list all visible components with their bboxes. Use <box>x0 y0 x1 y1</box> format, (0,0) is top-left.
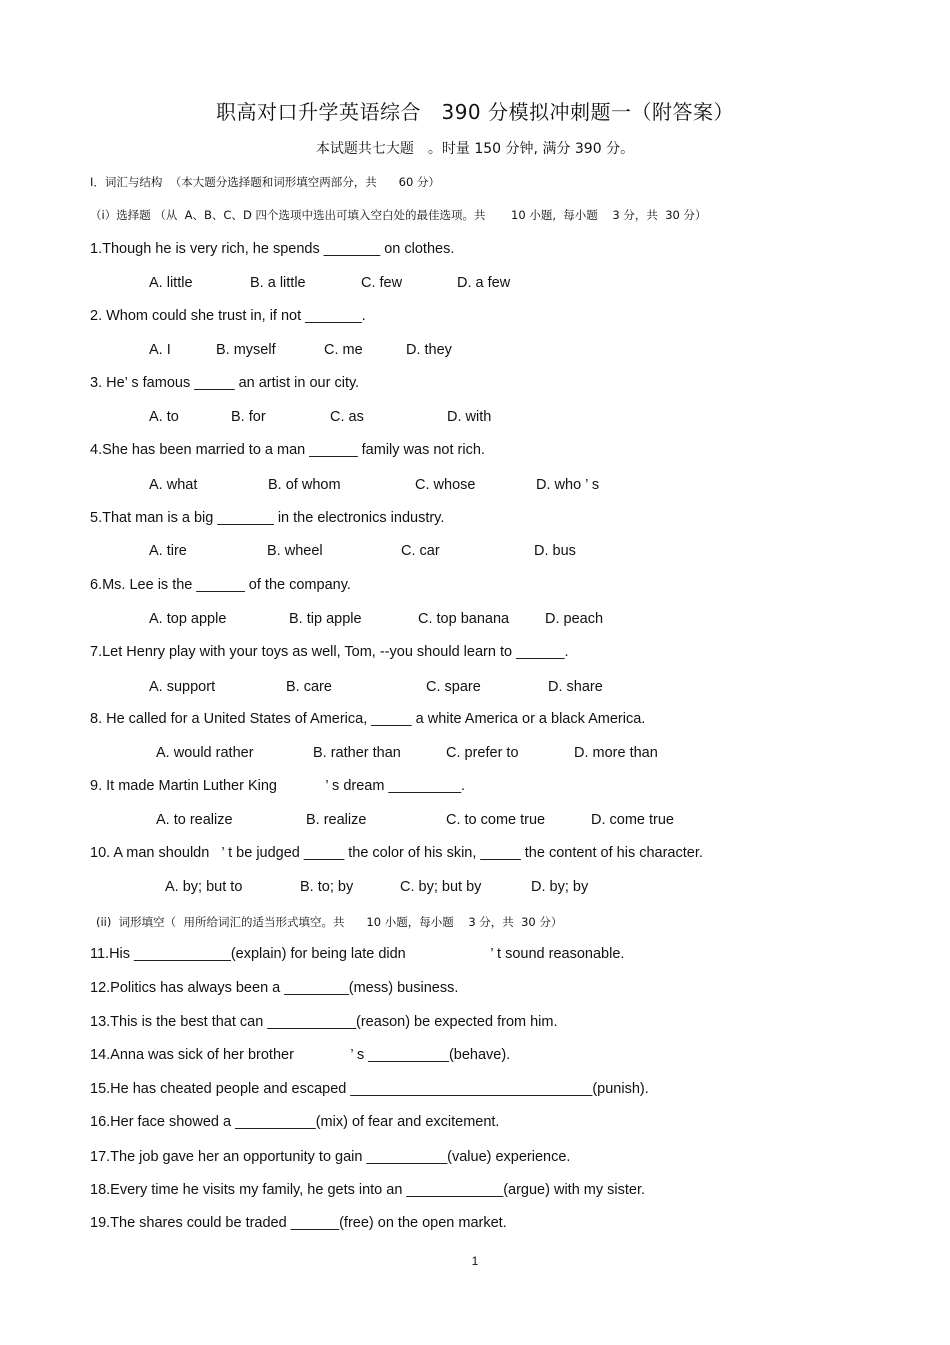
option-c: C. spare <box>426 679 481 695</box>
section-heading-part1: I．词汇与结构 （本大题分选择题和词形填空两部分，共 60 分） <box>90 175 440 189</box>
option-c: C. me <box>324 342 363 358</box>
question-2: 2. Whom could she trust in, if not _______. <box>90 308 366 324</box>
option-d: D. bus <box>534 543 576 559</box>
option-d: D. peach <box>545 611 604 627</box>
option-d: D. more than <box>574 745 658 761</box>
option-c: C. top banana <box>418 611 510 627</box>
option-d: D. come true <box>591 812 674 828</box>
question-19: 19.The shares could be traded ______(free) on the open market. <box>90 1215 507 1231</box>
page-title: 职高对口升学英语综合 390 分模拟冲刺题一（附答案） <box>215 100 735 124</box>
option-a: A. little <box>149 275 193 291</box>
question-7: 7.Let Henry play with your toys as well, Tom, --you should learn to ______. <box>90 644 569 660</box>
option-b: B. wheel <box>267 543 323 559</box>
option-c: C. as <box>330 409 364 425</box>
option-a: A. what <box>149 477 198 493</box>
section-subheading-choice: （i）选择题 （从 A、B、C、D 四个选项中选出可填入空白处的最佳选项。共 10 小题, 每小题 3 分，共 30 分） <box>90 208 707 222</box>
option-d: D. with <box>447 409 492 425</box>
section-subheading-word-form: (ii) 词形填空（ 用所给词汇的适当形式填空。共 10 小题，每小题 3 分，共 30 分） <box>96 915 563 929</box>
question-15: 15.He has cheated people and escaped ______________________________(punish). <box>90 1081 649 1097</box>
question-9: 9. It made Martin Luther King ’ s dream _________. <box>90 778 466 794</box>
question-5: 5.That man is a big _______ in the electronics industry. <box>90 510 445 526</box>
option-a: A. tire <box>149 543 187 559</box>
option-a: A. to realize <box>156 812 233 828</box>
question-10: 10. A man shouldn ’ t be judged _____ the color of his skin, _____ the content of his character. <box>90 845 703 861</box>
question-14: 14.Anna was sick of her brother ’ s __________(behave). <box>90 1047 511 1063</box>
question-11: 11.His ____________(explain) for being late didn ’ t sound reasonable. <box>90 946 625 962</box>
exam-info: 本试题共七大题 。时量 150 分钟, 满分 390 分。 <box>315 141 635 157</box>
option-c: C. few <box>361 275 403 291</box>
option-b: B. tip apple <box>289 611 362 627</box>
option-c: C. by; but by <box>400 879 482 895</box>
question-13: 13.This is the best that can ___________(reason) be expected from him. <box>90 1014 558 1030</box>
option-b: B. to; by <box>300 879 354 895</box>
question-3: 3. He’ s famous _____ an artist in our city. <box>90 375 360 391</box>
option-a: A. to <box>149 409 179 425</box>
option-d: D. they <box>406 342 452 358</box>
question-1: 1.Though he is very rich, he spends _______ on clothes. <box>90 241 455 257</box>
option-b: B. realize <box>306 812 367 828</box>
option-c: C. car <box>401 543 440 559</box>
option-d: D. who ’ s <box>536 477 600 493</box>
question-6: 6.Ms. Lee is the ______ of the company. <box>90 577 351 593</box>
option-c: C. whose <box>415 477 476 493</box>
question-4: 4.She has been married to a man ______ family was not rich. <box>90 442 485 458</box>
question-8: 8. He called for a United States of America, _____ a white America or a black America. <box>90 711 646 727</box>
option-b: B. rather than <box>313 745 401 761</box>
option-d: D. by; by <box>531 879 589 895</box>
question-16: 16.Her face showed a __________(mix) of fear and excitement. <box>90 1114 500 1130</box>
option-b: B. myself <box>216 342 276 358</box>
option-a: A. support <box>149 679 216 695</box>
question-18: 18.Every time he visits my family, he gets into an ____________(argue) with my sister. <box>90 1182 646 1198</box>
option-b: B. for <box>231 409 266 425</box>
option-d: D. a few <box>457 275 511 291</box>
option-b: B. care <box>286 679 332 695</box>
option-a: A. would rather <box>156 745 254 761</box>
question-12: 12.Politics has always been a ________(mess) business. <box>90 980 459 996</box>
option-a: A. by; but to <box>165 879 243 895</box>
option-a: A. I <box>149 342 171 358</box>
option-a: A. top apple <box>149 611 227 627</box>
option-c: C. to come true <box>446 812 546 828</box>
option-b: B. a little <box>250 275 306 291</box>
option-d: D. share <box>548 679 603 695</box>
option-b: B. of whom <box>268 477 341 493</box>
question-17: 17.The job gave her an opportunity to gain __________(value) experience. <box>90 1149 571 1165</box>
option-c: C. prefer to <box>446 745 519 761</box>
page-number: 1 <box>471 1254 479 1268</box>
